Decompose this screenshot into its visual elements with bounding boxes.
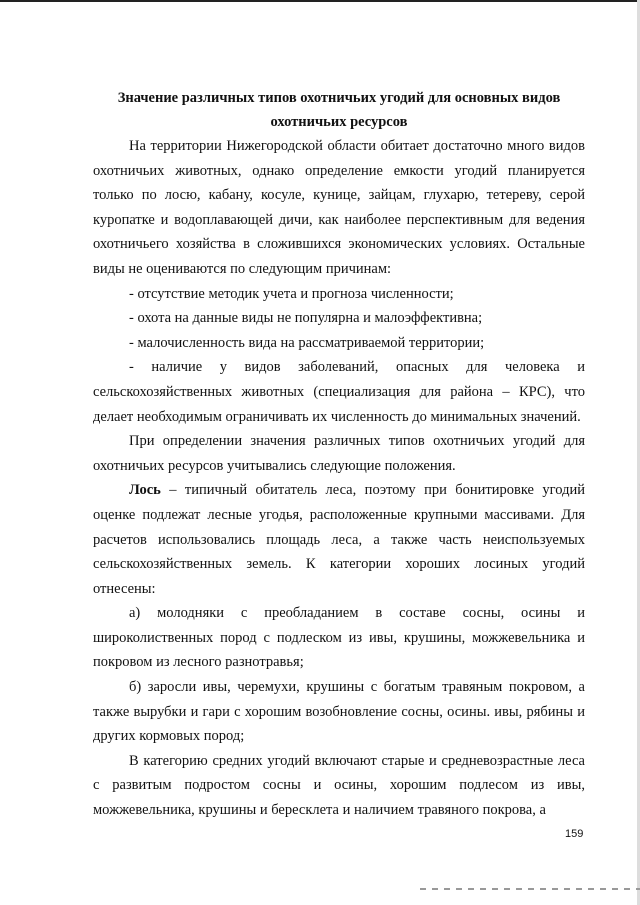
criteria-paragraph: При определении значения различных типов охотничьих угодий для охотничьих ресурсов учитывались следующие положения. (93, 433, 585, 474)
page-number: 159 (565, 828, 584, 840)
reason-item-1: - отсутствие методик учета и прогноза численности; (129, 285, 454, 302)
reason-item-3: - малочисленность вида на рассматриваемой территории; (129, 334, 485, 351)
moose-label: Лось (129, 482, 161, 499)
document-title-line1: Значение различных типов охотничьих угодий для основных видов (117, 90, 561, 106)
moose-item-a: а) молодняки с преобладанием в составе сосны, осины и широколиственных пород с подлеском из ивы, крушины, можжевельника и покровом из лесного разнотравья; (93, 605, 585, 671)
medium-habitat-paragraph: В категорию средних угодий включают старые и средневозрастные леса с развитым подростом сосны и осины, хорошим подлесом из ивы, можжевельника, крушины и бересклета и наличием травяного покрова, а (93, 752, 585, 819)
top-border-line (0, 0, 640, 2)
reason-item-4: - наличие у видов заболеваний, опасных для человека и сельскохозяйственных животных (специализация для района – КРС), что делает необходимым ограничивать их численность до минимальных значений. (93, 359, 585, 425)
document-title-line2: охотничьих ресурсов (270, 114, 408, 130)
moose-paragraph (93, 478, 585, 601)
moose-item-b: б) заросли ивы, черемухи, крушины с богатым травяным покровом, а также вырубки и гари с хорошим возобновление сосны, осины. ивы, рябины и других кормовых пород; (93, 679, 585, 745)
scan-footer-marks (420, 888, 640, 890)
intro-paragraph: На территории Нижегородской области обитает достаточно много видов охотничьих животных, однако определение емкости угодий планируется только по лосю, кабану, косуле, кунице, зайцам, глухарю, тетереву, серой куропатке и водоплавающей дичи, как наиболее перспективным для ведения охотничьего хозяйства в сложившихся экономических условиях. Остальные виды не оцениваются по следующим причинам: (93, 138, 585, 277)
document-body (93, 86, 585, 823)
reason-item-2: - охота на данные виды не популярна и малоэффективна; (129, 310, 483, 327)
moose-text: – типичный обитатель леса, поэтому при бонитировке угодий оценке подлежат лесные угодья, расположенные крупными массивами. Для расчетов использовались площадь леса, а также часть неиспользуемых сельскохозяйственных земель. К категории хороших лосиных угодий отнесены: (93, 482, 585, 597)
